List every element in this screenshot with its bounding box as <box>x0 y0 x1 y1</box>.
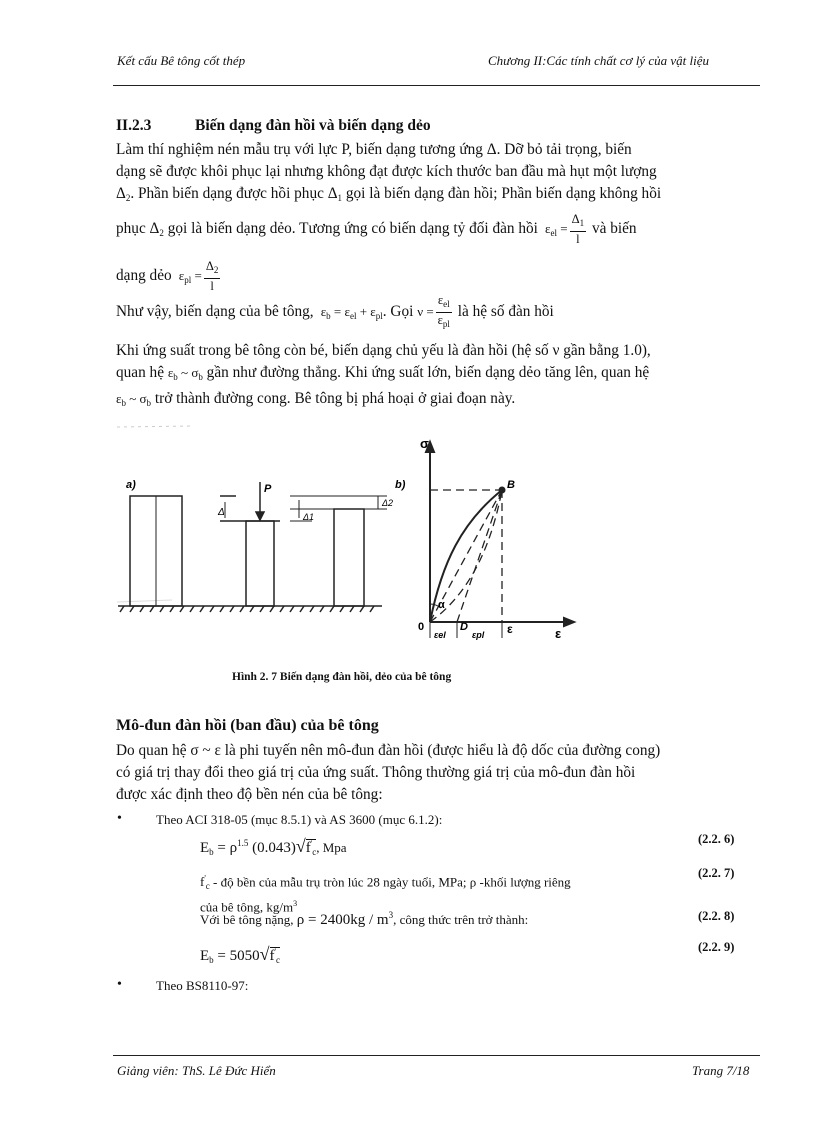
para3-line1: Khi ứng suất trong bê tông còn bé, biến dạng chủ yếu là đàn hồi (hệ số ν gần bằng 1.0), <box>116 342 651 359</box>
label-eps-point: ε <box>507 622 513 636</box>
label-O: 0 <box>418 621 425 633</box>
para1-line3: $\Delta_2$. Phần biến dạng được hồi phục $\Delta_1$ gọi là biến dạng đàn hồi; Phần biến dạng không hồi <box>116 185 662 203</box>
label-eps-el: εel <box>434 630 446 640</box>
equation-number-7: (2.2. 7) <box>698 866 735 880</box>
equation-number-6: (2.2. 6) <box>698 832 735 846</box>
paragraph-elastic-plastic <box>116 139 758 294</box>
figure-caption: Hình 2. 7 Biến dạng đàn hồi, dẻo của bê tông <box>232 671 452 683</box>
bullet-icon: • <box>117 977 122 992</box>
para1-line1: Làm thí nghiệm nén mẫu trụ với lực P, biến dạng tương ứng Δ. Dỡ bỏ tải trọng, biến <box>116 141 632 158</box>
point-B <box>499 487 506 494</box>
equation-2-2-7: $f'_c$ - độ bền của mẫu trụ tròn lúc 28 ngày tuổi, MPa; ρ -khối lượng riêng của bê tông, $kg/m^3$ <box>200 874 571 915</box>
label-P: P <box>264 483 272 495</box>
equation-2-2-8: Với bê tông nặng, $\rho = 2400kg / m^3$, công thức trên trở thành: <box>200 910 529 928</box>
para4-line2: có giá trị thay đổi theo giá trị của ứng suất. Thông thường giá trị của mô-đun đàn hồi <box>116 764 636 781</box>
label-alpha: α <box>438 599 445 611</box>
para4-line3: được xác định theo độ bền nén của bê tông: <box>116 786 383 803</box>
equation-2-2-6: $E_b = \rho^{1.5}$ $(0.043)√f'_c$, Mpa <box>200 836 347 857</box>
label-D: D <box>460 621 468 633</box>
equation-number-8: (2.2. 8) <box>698 909 735 923</box>
ground-hatch <box>118 606 382 612</box>
label-eps-axis: ε <box>555 626 562 641</box>
equation-2-2-9: $E_b = 5050√f'_c$ <box>200 944 280 965</box>
paragraph-stress-strain <box>116 340 758 414</box>
bullet-bs: Theo BS8110-97: <box>156 978 249 993</box>
para3-line3: $\varepsilon_b$ ~ $\sigma_b$ trở thành đường cong. Bê tông bị phá hoại ở giai đoạn này. <box>116 390 516 408</box>
label-B: B <box>507 479 515 491</box>
para1-line2: dạng sẽ được khôi phục lại nhưng không đạt được kích thước ban đầu mà hụt một lượng <box>116 163 657 180</box>
footer-left: Giảng viên: ThS. Lê Đức Hiển <box>117 1063 276 1078</box>
para3-line2: quan hệ $\varepsilon_b$ ~ $\sigma_b$ gần như đường thẳng. Khi ứng suất lớn, biến dạng dẻo tăng lên, quan hệ <box>116 364 650 382</box>
header-right: Chương II:Các tính chất cơ lý của vật liệu <box>488 53 709 68</box>
label-delta1: Δ1 <box>303 512 315 522</box>
equation-number-9: (2.2. 9) <box>698 940 735 954</box>
para1-line5: dạng dẻo $\varepsilon_{pl}$ = $\frac{\Delta_2}{l}$ <box>116 259 219 293</box>
label-a: a) <box>126 479 136 491</box>
label-delta: Δ <box>218 507 225 518</box>
specimen-loaded <box>220 482 280 606</box>
label-b: b) <box>395 479 406 491</box>
paragraph-total-strain: Như vậy, biến dạng của bê tông, $\varepsilon_b = \varepsilon_{el} + \varepsilon_{pl}$. Gọi ν = $\frac{\varepsilon_{el}}{\varepsilon_{pl}}$ là hệ số đàn hồi <box>116 293 554 329</box>
section-title: Biến dạng đàn hồi và biến dạng dẻo <box>195 117 431 134</box>
header-rule <box>113 85 760 86</box>
para4-line1: Do quan hệ σ ~ ε là phi tuyến nên mô-đun đàn hồi (được hiểu là độ dốc của đường cong) <box>116 742 661 759</box>
footer-rule <box>113 1055 760 1056</box>
bullet-icon: • <box>117 811 122 826</box>
stress-strain-axes <box>426 442 574 626</box>
label-sigma: σ <box>420 436 429 451</box>
label-delta2: Δ2 <box>382 498 394 508</box>
specimen-original <box>130 496 182 606</box>
figure-elastic-plastic <box>112 412 592 667</box>
subsection-title: Mô-đun đàn hồi (ban đầu) của bê tông <box>116 717 379 734</box>
para1-line4: phục $\Delta_2$ gọi là biến dạng dẻo. Tương ứng có biến dạng tỷ đối đàn hồi $\varepsilon_{el}$ = $\frac{\Delta_1}{l}$ và biến <box>116 212 637 246</box>
paragraph-modulus <box>116 740 758 806</box>
label-eps-pl: εpl <box>472 630 485 640</box>
bullet-aci: Theo ACI 318-05 (mục 8.5.1) và AS 3600 (mục 6.1.2): <box>156 812 443 827</box>
footer-page: Trang 7/18 <box>692 1063 750 1078</box>
stress-strain-curves <box>430 490 502 638</box>
section-number: II.2.3 <box>116 117 152 134</box>
header-left: Kết cấu Bê tông cốt thép <box>117 53 246 68</box>
